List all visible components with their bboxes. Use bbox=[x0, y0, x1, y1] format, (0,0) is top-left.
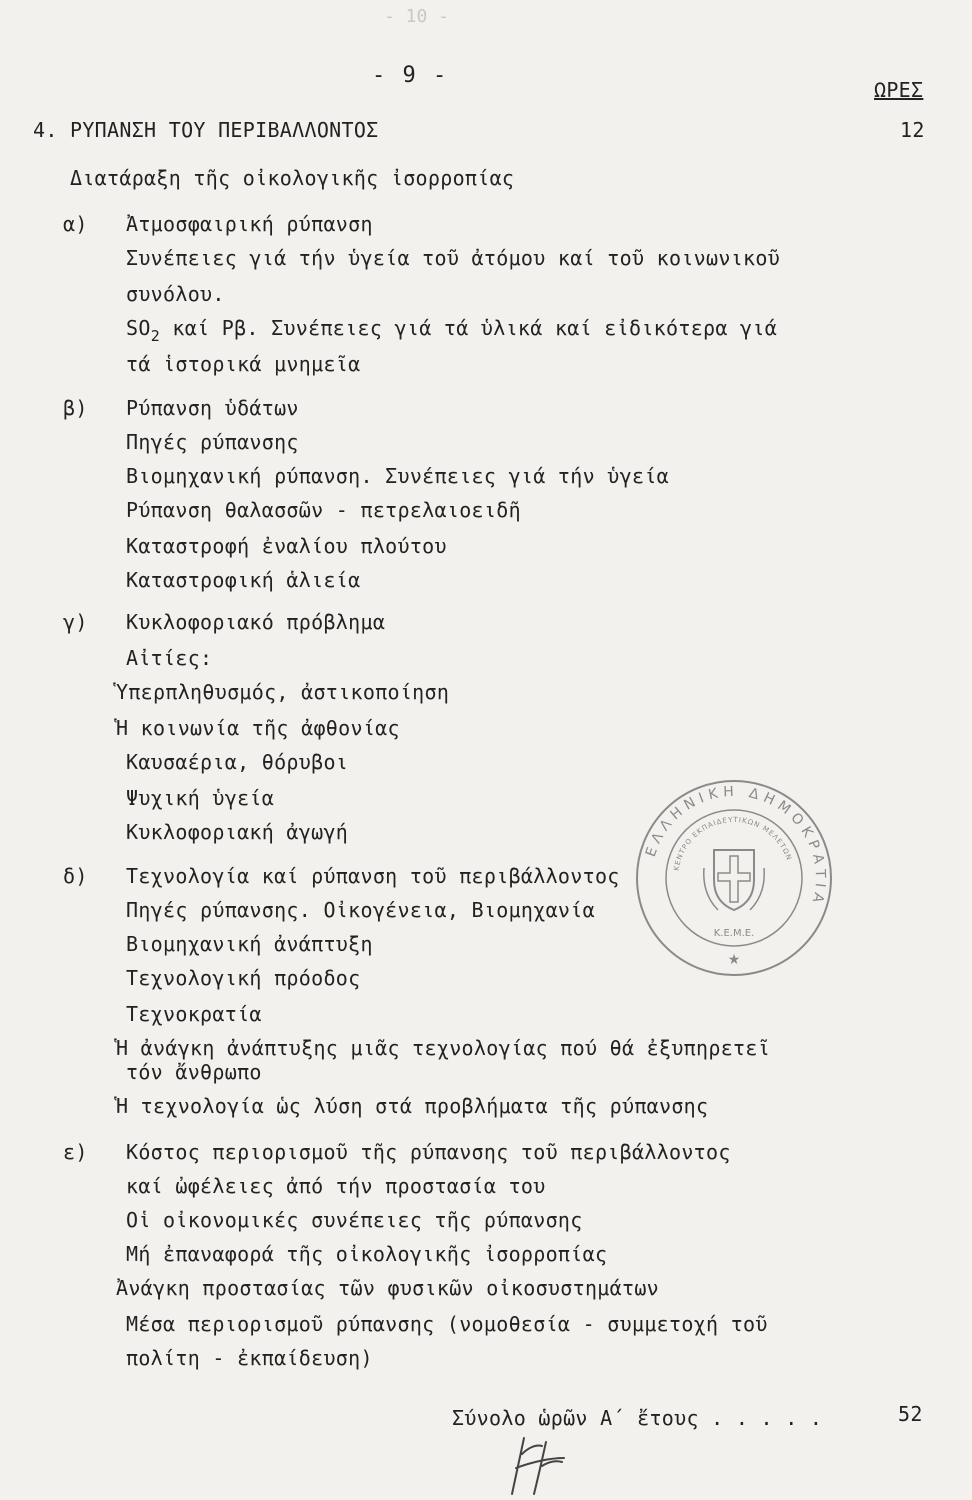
text-line: Ἡ ἀνάγκη ἀνάπτυξης μιᾶς τεχνολογίας πού θά ἐξυπηρετεῖ bbox=[116, 1036, 771, 1060]
official-stamp bbox=[634, 778, 834, 978]
text-line-so2 bbox=[126, 316, 778, 345]
text-line: Οἱ οἰκονομικές συνέπειες τῆς ρύπανσης bbox=[126, 1208, 583, 1232]
text-line: Καταστροφή ἐναλίου πλούτου bbox=[126, 534, 447, 558]
text-line: Καταστροφική ἁλιεία bbox=[126, 568, 361, 592]
item-marker-a: α) bbox=[63, 212, 88, 236]
star-icon: ★ bbox=[727, 952, 741, 968]
signature bbox=[502, 1432, 572, 1498]
so-symbol: SO bbox=[126, 316, 151, 340]
text-line: καί ὠφέλειες ἀπό τήν προστασία του bbox=[126, 1174, 546, 1198]
item-title-d: Τεχνολογία καί ρύπανση τοῦ περιβάλλοντος bbox=[126, 864, 620, 888]
subscript-2: 2 bbox=[150, 327, 161, 345]
text-line: Μέσα περιορισμοῦ ρύπανσης (νομοθεσία - συμμετοχή τοῦ bbox=[126, 1312, 768, 1336]
section-intro: Διατάραξη τῆς οἰκολογικῆς ἰσορροπίας bbox=[70, 166, 515, 190]
section-title: ΡΥΠΑΝΣΗ ΤΟΥ ΠΕΡΙΒΑΛΛΟΝΤΟΣ bbox=[70, 118, 379, 142]
section-number: 4. bbox=[33, 118, 58, 142]
text-line: Ἡ κοινωνία τῆς ἀφθονίας bbox=[116, 716, 400, 740]
text-line: Μή ἐπαναφορά τῆς οἰκολογικῆς ἰσορροπίας bbox=[126, 1242, 608, 1266]
text-line: Καυσαέρια, θόρυβοι bbox=[126, 750, 349, 774]
bleed-through-text: - 10 - bbox=[384, 6, 450, 27]
total-hours-value: 52 bbox=[898, 1402, 923, 1426]
text-line: συνόλου. bbox=[126, 282, 225, 306]
section-hours: 12 bbox=[900, 118, 925, 142]
text-line: Ἀνάγκη προστασίας τῶν φυσικῶν οἰκοσυστημάτων bbox=[116, 1276, 660, 1300]
total-hours-label: Σύνολο ὡρῶν Α΄ ἔτους . . . . . bbox=[452, 1406, 823, 1430]
stamp-outer-text: ΕΛΛΗΝΙΚΗ ΔΗΜΟΚΡΑΤΙΑ bbox=[642, 783, 829, 909]
text-line: Κυκλοφοριακή ἀγωγή bbox=[126, 820, 349, 844]
text-line: Βιομηχανική ἀνάπτυξη bbox=[126, 932, 373, 956]
text-line: τά ἱστορικά μνημεῖα bbox=[126, 352, 361, 376]
text-line: Τεχνολογική πρόοδος bbox=[126, 966, 361, 990]
text-line: τόν ἄνθρωπο bbox=[126, 1060, 262, 1084]
item-marker-e: ε) bbox=[63, 1140, 88, 1164]
text-line-rest: καί Pβ. Συνέπειες γιά τά ὑλικά καί εἰδικότερα γιά bbox=[160, 316, 778, 340]
item-title-b: Ρύπανση ὑδάτων bbox=[126, 396, 299, 420]
text-line: Ἡ τεχνολογία ὡς λύση στά προβλήματα τῆς ρύπανσης bbox=[116, 1094, 709, 1118]
text-line: Πηγές ρύπανσης bbox=[126, 430, 299, 454]
item-title-e: Κόστος περιορισμοῦ τῆς ρύπανσης τοῦ περιβάλλοντος bbox=[126, 1140, 731, 1164]
text-line: Τεχνοκρατία bbox=[126, 1002, 262, 1026]
hours-column-label: ΩΡΕΣ bbox=[874, 78, 924, 102]
text-line: Ὑπερπληθυσμός, ἀστικοποίηση bbox=[116, 680, 450, 704]
stamp-bottom-text: Κ.Ε.Μ.Ε. bbox=[713, 928, 755, 939]
item-marker-c: γ) bbox=[63, 610, 88, 634]
stamp-inner-text: ΚΕΝΤΡΟ ΕΚΠΑΙΔΕΥΤΙΚΩΝ ΜΕΛΕΤΩΝ bbox=[672, 815, 794, 872]
item-marker-d: δ) bbox=[63, 864, 88, 888]
text-line: Βιομηχανική ρύπανση. Συνέπειες γιά τήν ὑγεία bbox=[126, 464, 670, 488]
coat-of-arms-icon bbox=[704, 850, 764, 910]
item-marker-b: β) bbox=[63, 396, 88, 420]
text-line: πολίτη - ἐκπαίδευση) bbox=[126, 1346, 373, 1370]
text-line: Συνέπειες γιά τήν ὑγεία τοῦ ἀτόμου καί τοῦ κοινωνικοῦ bbox=[126, 246, 781, 270]
page-number: - 9 - bbox=[372, 63, 449, 88]
item-title-a: Ἀτμοσφαιρική ρύπανση bbox=[126, 212, 373, 236]
item-title-c: Κυκλοφοριακό πρόβλημα bbox=[126, 610, 386, 634]
text-line: Ψυχική ὑγεία bbox=[126, 786, 275, 810]
text-line: Ρύπανση θαλασσῶν - πετρελαιοειδῆ bbox=[126, 498, 521, 522]
text-line: Αἰτίες: bbox=[126, 646, 213, 670]
text-line: Πηγές ρύπανσης. Οἰκογένεια, Βιομηχανία bbox=[126, 898, 595, 922]
